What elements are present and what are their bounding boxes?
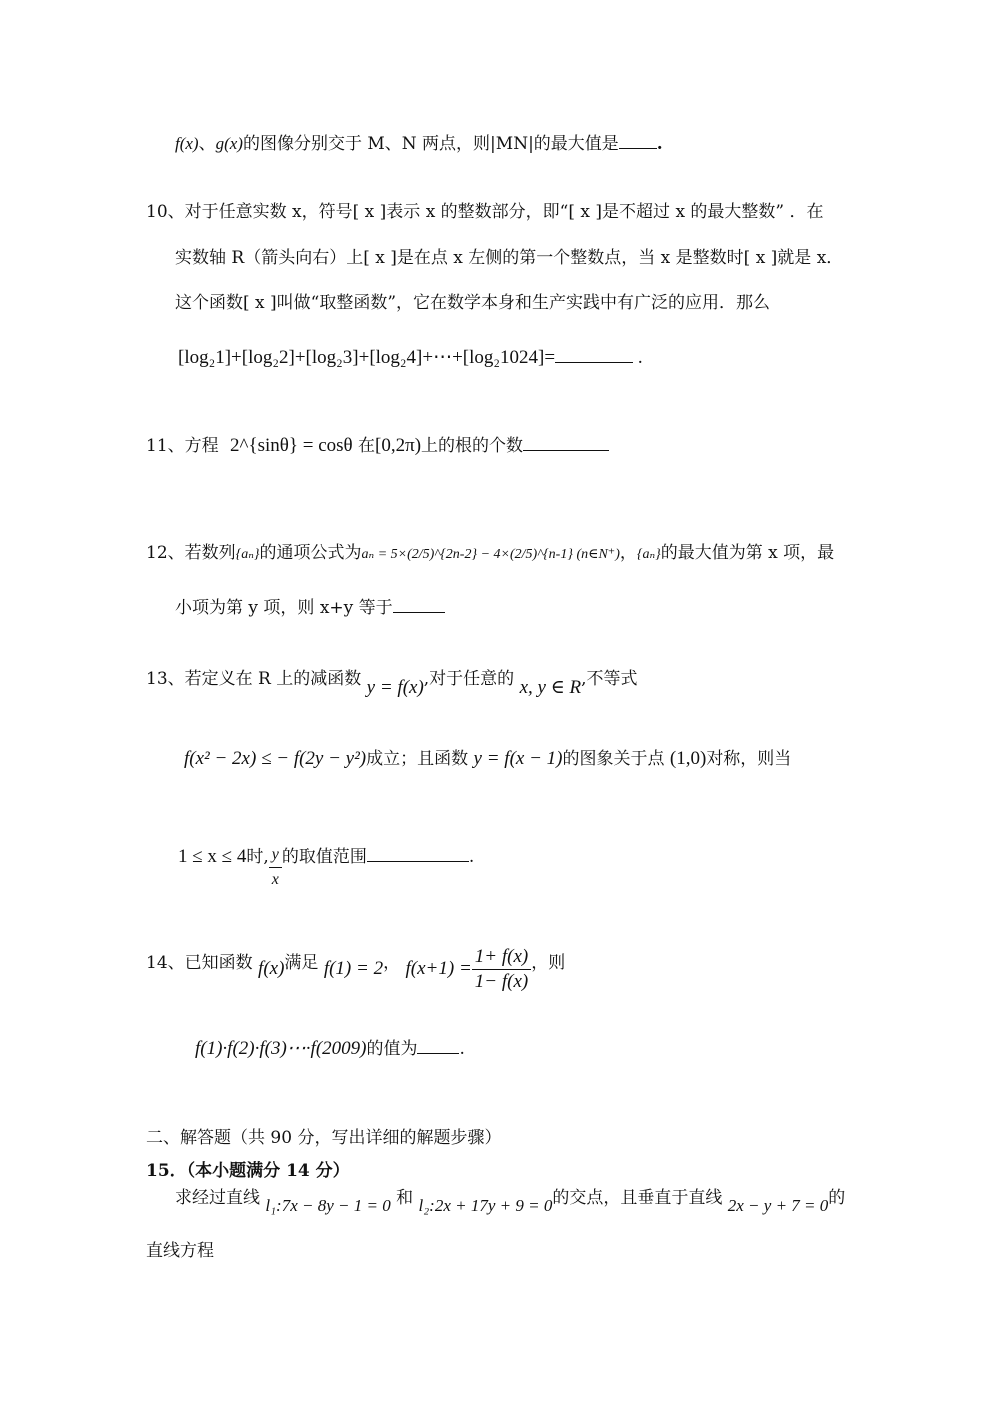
q12-line2	[175, 596, 445, 620]
q9-tail-line: f(x)、g(x)的图像分别交于 M、N 两点，则|MN|的最大值是 .	[175, 134, 663, 154]
q12-line2-text: 小项为第 y 项，则 x+y 等于	[175, 598, 393, 618]
q10-line1	[146, 200, 824, 224]
log-sum-formula: [log₂1]+[log₂2]+[log₂3]+[log₂4]+⋯+[log₂1024]=	[178, 347, 556, 368]
q10-line1-text: 对于任意实数 x，符号[ x ]表示 x 的整数部分，即“[ x ]是不超过 x 的最大整数” ．在	[184, 202, 824, 222]
q15-line1	[175, 1186, 846, 1215]
answer-blank	[367, 860, 469, 862]
question-number: 13、	[146, 669, 185, 689]
q11-post: 上的根的个数	[421, 436, 524, 456]
q11-line	[146, 434, 609, 458]
question-number: 15．	[146, 1161, 187, 1181]
q9-end: .	[656, 134, 663, 154]
q12-mid: 的通项公式为	[259, 543, 362, 563]
q13-line3-post: 的取值范围	[281, 847, 367, 867]
func-f: f(x)	[175, 134, 199, 153]
line-l2: l₂:2x + 17y + 9 = 0	[418, 1196, 553, 1215]
answer-blank	[417, 1052, 459, 1054]
q14-post: ，则	[531, 953, 566, 973]
variables: x, y ∈ R	[519, 677, 582, 698]
q10-line2-text: 实数轴 R（箭头向右）上[ x ]是在点 x 左侧的第一个整数点，当 x 是整数时[ x ]就是 x．	[175, 248, 844, 268]
sequence: {aₙ}	[235, 547, 260, 562]
answer-blank	[619, 147, 657, 149]
question-number: 10、	[146, 202, 185, 222]
recurrence-lhs: f(x+1) =	[405, 958, 472, 979]
q12-line1: 12、若数列{aₙ}的通项公式为aₙ = 5×(2/5)^{2n-2} − 4×(2/5)^{n-1} (n∈N⁺)，{aₙ}的最大值为第 x 项，最	[146, 543, 835, 563]
q13-line3	[178, 833, 475, 888]
line-l1: l₁:7x − 8y − 1 = 0	[265, 1196, 391, 1215]
answer-blank	[555, 361, 633, 363]
inequality: f(x² − 2x) ≤ − f(2y − y²)	[184, 748, 367, 769]
q13-post: ,不等式	[581, 669, 638, 689]
q10-line3	[175, 291, 770, 315]
q14-end: .	[459, 1039, 465, 1059]
q15-pre: 求经过直线	[175, 1188, 260, 1208]
q15-post: 的	[828, 1188, 846, 1208]
symmetry-point: (1,0)	[669, 748, 707, 769]
initial-condition: f(1) = 2	[323, 958, 384, 979]
func-g: g(x)	[215, 134, 243, 153]
q12-pre: 若数列	[184, 543, 236, 563]
function: y = f(x)	[366, 677, 424, 698]
line-l3: 2x − y + 7 = 0	[727, 1196, 829, 1215]
q13-line2-mid2: 的图象关于点	[562, 749, 665, 769]
q13-line2	[184, 747, 791, 771]
q13-end: .	[468, 847, 475, 867]
range-condition: 1 ≤ x ≤ 4	[178, 846, 247, 867]
q12-post: 的最大值为第 x 项，最	[660, 543, 835, 563]
answer-blank	[393, 611, 445, 613]
q14-pre: 已知函数	[184, 953, 253, 973]
q14-tail: 的值为	[366, 1039, 418, 1059]
q15-mid: 的交点，且垂直于直线	[552, 1188, 723, 1208]
q13-line2-post: 对称，则当	[706, 749, 792, 769]
q10-end: .	[637, 347, 643, 368]
ratio-fraction: $\frac{y}{x}$	[269, 843, 282, 892]
q11-mid: 在	[358, 436, 376, 456]
q14-line1	[146, 939, 566, 992]
function: f(x)	[258, 958, 285, 979]
q14-comma: ，	[383, 953, 401, 973]
q9-tail-text: 的图像分别交于 M、N 两点，则|MN|的最大值是	[242, 134, 619, 154]
equation: 2^{sinθ} = cosθ	[230, 435, 353, 456]
answer-blank	[523, 449, 609, 451]
shifted-function: y = f(x − 1)	[473, 748, 563, 769]
q15-line2	[146, 1239, 214, 1263]
q11-pre: 方程	[184, 436, 219, 456]
interval: [0,2π)	[375, 435, 422, 456]
product-expression: f(1)·f(2)·f(3)⋯·f(2009)	[195, 1038, 367, 1059]
q10-line2	[175, 246, 843, 270]
q13-line1	[146, 667, 638, 698]
q13-line2-mid: 成立；且函数	[366, 749, 469, 769]
q15-and: 和	[396, 1188, 414, 1208]
q15-line2-text: 直线方程	[146, 1241, 214, 1261]
question-number: 14、	[146, 953, 185, 973]
score-note: （本小题满分 14 分）	[186, 1161, 350, 1181]
recurrence-fraction: $\frac{1+ f(x)}{1- f(x)}$	[472, 945, 531, 994]
q13-line3-mid: 时,	[246, 847, 269, 867]
general-term-formula: aₙ = 5×(2/5)^{2n-2} − 4×(2/5)^{n-1} (n∈N⁺)	[361, 547, 620, 562]
q14-mid: 满足	[284, 953, 319, 973]
q15-header	[146, 1159, 350, 1183]
q13-mid: ,对于任意的	[423, 669, 515, 689]
q13-pre: 若定义在 R 上的减函数	[184, 669, 362, 689]
q10-formula-line	[178, 346, 643, 370]
q10-line3-text: 这个函数[ x ]叫做“取整函数”，它在数学本身和生产实践中有广泛的应用．那么	[175, 293, 771, 313]
sequence: {aₙ}	[636, 547, 661, 562]
question-number: 11、	[146, 436, 185, 456]
question-number: 12、	[146, 543, 185, 563]
q14-line2	[195, 1037, 465, 1061]
section-title	[146, 1126, 501, 1150]
section2-title: 二、解答题（共 90 分，写出详细的解题步骤）	[146, 1128, 502, 1148]
